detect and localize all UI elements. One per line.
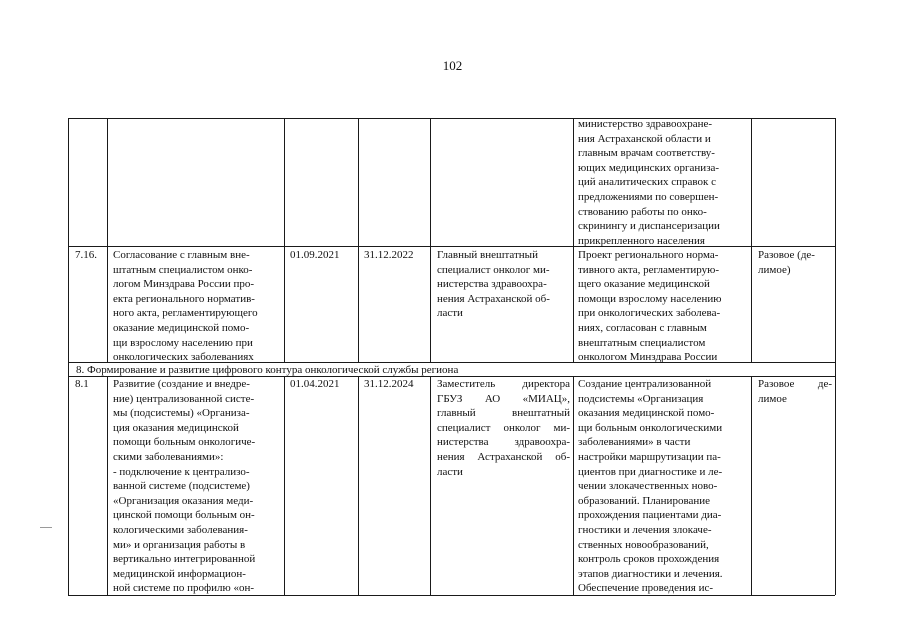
type-cell [758, 248, 833, 277]
text-line: ного акта, регламентирующего [113, 307, 258, 320]
start-date-cell: 01.09.2021 [290, 249, 340, 261]
column-divider [284, 118, 285, 362]
text-line: кологическими заболевания- [113, 523, 248, 536]
text-line: вертикально интегрированной [113, 553, 256, 566]
section-heading: 8. Формирование и развитие цифрового контура онкологической службы региона [76, 364, 459, 376]
text-line: помощи больным онкологиче- [113, 436, 256, 449]
text-line: ственных новообразований, [578, 538, 709, 551]
text-line: нистерства здравоохра- [437, 278, 547, 291]
text-line: Обеспечение проведения ис- [578, 582, 713, 595]
text-line: гностики и лечения злокаче- [578, 523, 712, 536]
text-line: онкологических заболеваниях [113, 351, 254, 364]
result-cell [578, 248, 748, 365]
text-line: главный внештатный [437, 407, 570, 420]
text-line: ние) централизованной систе- [113, 392, 255, 405]
text-line: ниях, согласован с главным [578, 321, 707, 334]
text-line: Согласование с главным вне- [113, 249, 250, 261]
text-line: при онкологических заболева- [578, 307, 721, 320]
text-line: предложениями по совершен- [578, 190, 719, 203]
text-line: циентов при диагностике и ле- [578, 465, 723, 478]
text-line: лимое [758, 392, 787, 405]
text-line: екта регионального норматив- [113, 292, 255, 305]
text-line: щи взрослому населению при [113, 336, 253, 349]
text-line: - подключение к централизо- [113, 465, 250, 478]
column-divider [835, 118, 836, 362]
text-line: прикрепленного населения [578, 234, 705, 247]
text-line: оказания медицинской помо- [578, 407, 715, 420]
continuation-result-cell [578, 117, 748, 248]
column-divider [430, 118, 431, 362]
text-line: ствованию работы по онко- [578, 205, 707, 218]
text-line: ми» и организация работы в [113, 538, 246, 551]
text-line: медицинской информацион- [113, 567, 246, 580]
text-line: прохождения пациентами диа- [578, 509, 722, 522]
responsible-cell [437, 377, 570, 479]
text-line: «Организация оказания меди- [113, 494, 254, 507]
column-divider [751, 118, 752, 362]
text-line: щи больным онкологическими [578, 421, 723, 434]
text-line: щего оказание медицинской [578, 278, 710, 291]
text-line: внештатным специалистом [578, 336, 706, 349]
task-cell [113, 377, 281, 596]
text-line: образований. Планирование [578, 494, 711, 507]
text-line: помощи взрослому населению [578, 292, 722, 305]
text-line: мы (подсистемы) «Организа- [113, 407, 250, 420]
column-divider [358, 376, 359, 595]
column-divider [107, 118, 108, 362]
column-divider [358, 118, 359, 362]
column-divider [573, 118, 574, 362]
column-divider [68, 118, 69, 362]
text-line: Главный внештатный [437, 249, 538, 261]
text-line: чении злокачественных ново- [578, 480, 718, 493]
responsible-cell [437, 248, 570, 321]
column-divider [107, 376, 108, 595]
text-line: лимое) [758, 263, 791, 276]
text-line: ция оказания медицинской [113, 421, 239, 434]
text-line: тивного акта, регламентирую- [578, 263, 720, 276]
text-line: ласти [437, 465, 463, 478]
text-line: онкологом Минздрава России [578, 351, 718, 364]
text-line: Проект регионального норма- [578, 249, 719, 261]
text-line: логом Минздрава России про- [113, 278, 255, 291]
text-line: специалист онколог ми- [437, 421, 570, 434]
text-line: Разовое де- [758, 378, 832, 390]
text-line: нения Астраханской об- [437, 450, 570, 463]
text-line: ной системе по профилю «он- [113, 582, 255, 595]
page-number: 102 [442, 58, 463, 73]
text-line: штатным специалистом онко- [113, 263, 253, 276]
text-line: Разовое (де- [758, 249, 815, 261]
result-cell [578, 377, 748, 596]
margin-mark [40, 527, 52, 528]
column-divider [751, 376, 752, 595]
column-divider [573, 376, 574, 595]
text-line: нения Астраханской об- [437, 292, 550, 305]
text-line: министерство здравоохране- [578, 118, 713, 130]
text-line: Заместитель директора [437, 378, 570, 390]
text-line: скими заболеваниями»: [113, 450, 224, 463]
type-cell [758, 377, 832, 406]
start-date-cell: 01.04.2021 [290, 378, 340, 390]
text-line: цинской помощи больным он- [113, 509, 255, 522]
text-line: главным врачам соответству- [578, 147, 715, 160]
text-line: Создание централизованной [578, 378, 712, 390]
text-line: скринингу и диспансеризации [578, 220, 720, 233]
text-line: ванной системе (подсистеме) [113, 480, 250, 493]
text-line: ласти [437, 307, 463, 320]
column-divider [68, 376, 69, 595]
end-date-cell: 31.12.2022 [364, 249, 414, 261]
end-date-cell: 31.12.2024 [364, 378, 414, 390]
column-divider [68, 362, 69, 376]
text-line: ния Астраханской области и [578, 132, 711, 145]
text-line: ющих медицинских организа- [578, 161, 720, 174]
column-divider [430, 376, 431, 595]
text-line: заболеваниями» в части [578, 436, 691, 449]
task-cell [113, 248, 281, 365]
row-number-cell: 7.16. [75, 249, 97, 261]
text-line: оказание медицинской помо- [113, 321, 250, 334]
column-divider [835, 362, 836, 376]
text-line: нистерства здравоохра- [437, 436, 570, 449]
column-divider [284, 376, 285, 595]
column-divider [835, 376, 836, 595]
text-line: контроль сроков прохождения [578, 553, 720, 566]
text-line: Развитие (создание и внедре- [113, 378, 250, 390]
text-line: этапов диагностики и лечения. [578, 567, 723, 580]
text-line: ций аналитических справок с [578, 176, 717, 189]
text-line: подсистемы «Организация [578, 392, 704, 405]
text-line: специалист онколог ми- [437, 263, 550, 276]
text-line: настройки маршрутизации па- [578, 450, 721, 463]
row-number-cell: 8.1 [75, 378, 89, 390]
text-line: ГБУЗ АО «МИАЦ», [437, 392, 570, 405]
